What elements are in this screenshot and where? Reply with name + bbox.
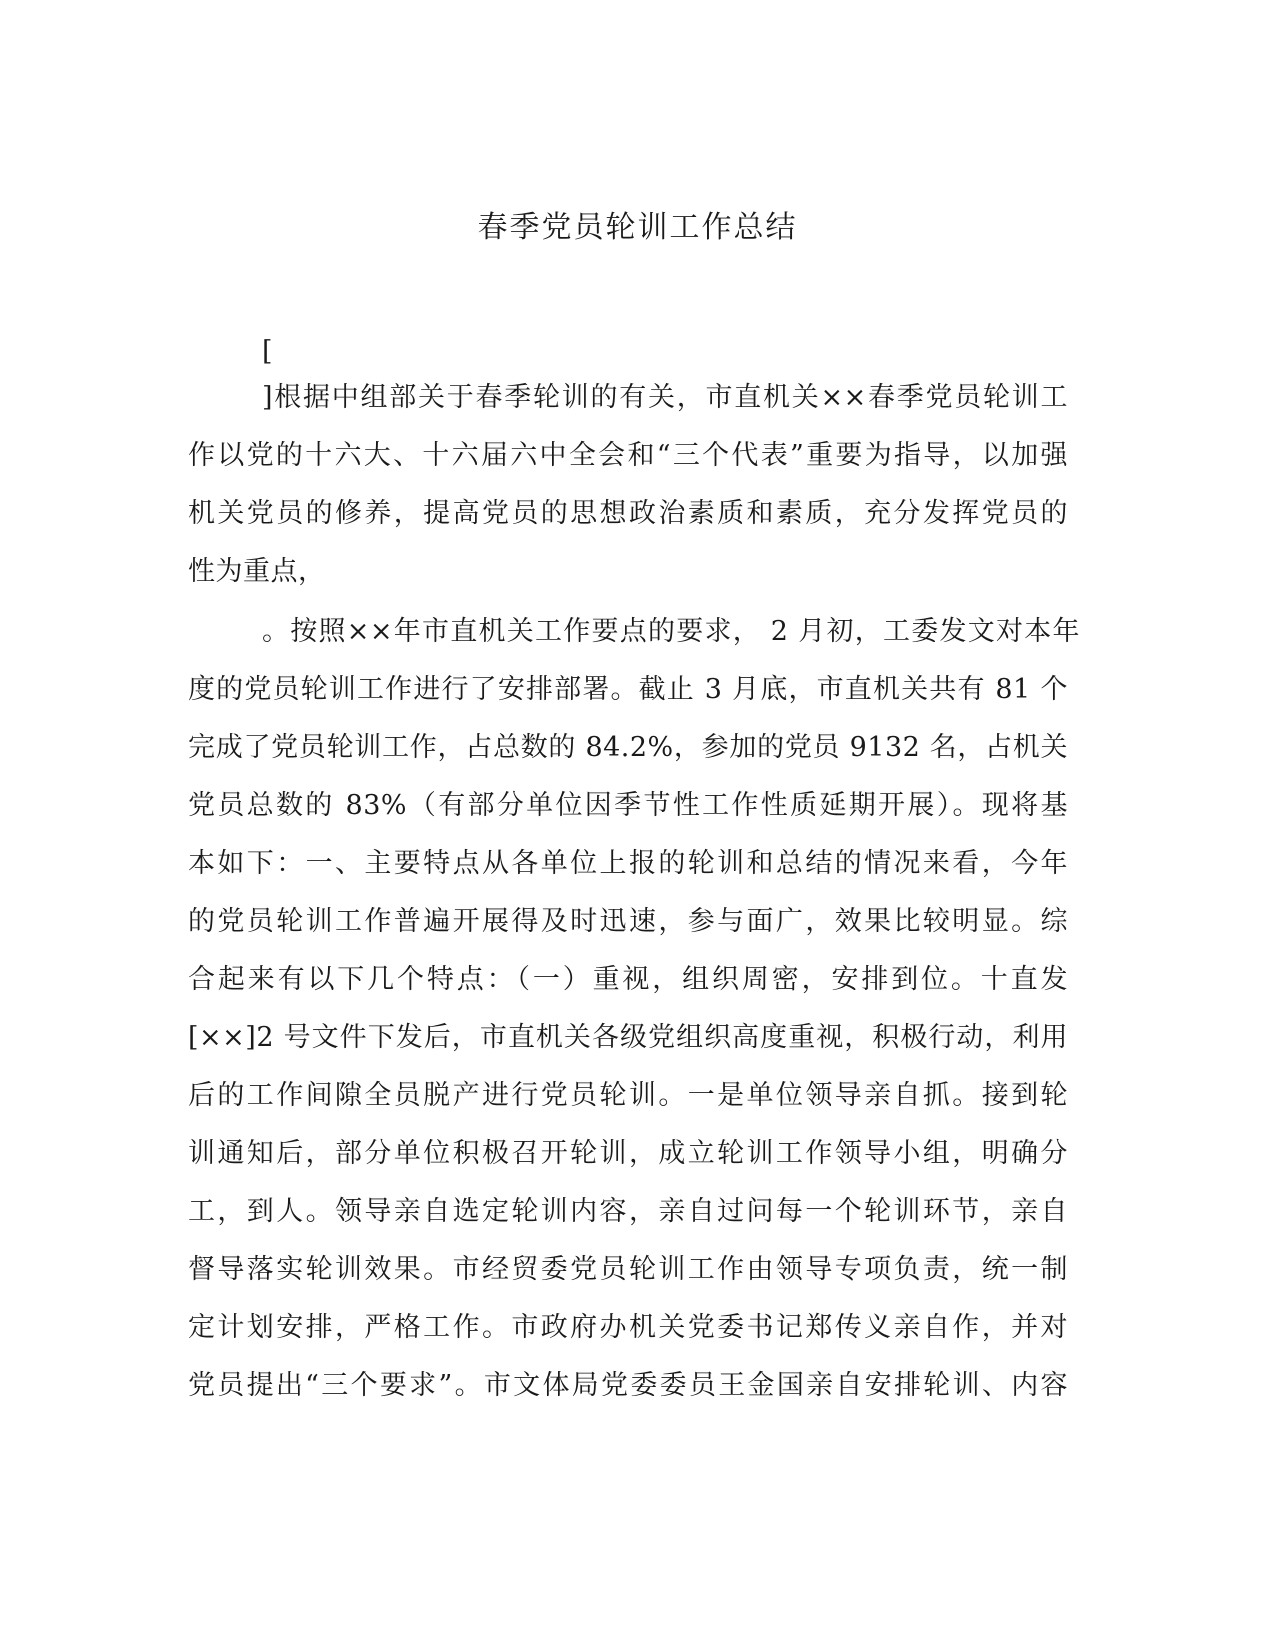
text-line: 工，到人。领导亲自选定轮训内容，亲自过问每一个轮训环节，亲自 — [188, 1196, 1068, 1227]
text-line: 督导落实轮训效果。市经贸委党员轮训工作由领导专项负责，统一制 — [188, 1254, 1068, 1285]
text-line: 党员总数的 83%（有部分单位因季节性工作性质延期开展）。现将基 — [188, 790, 1068, 821]
text-line: 定计划安排，严格工作。市政府办机关党委书记郑传义亲自作，并对 — [188, 1312, 1068, 1343]
text-line: 度的党员轮训工作进行了安排部署。截止 3 月底，市直机关共有 81 个 — [188, 674, 1068, 705]
text-line: 的党员轮训工作普遍开展得及时迅速，参与面广，效果比较明显。综 — [188, 906, 1068, 937]
text-line: 机关党员的修养，提高党员的思想政治素质和素质，充分发挥党员的 — [188, 498, 1068, 529]
text-line: 合起来有以下几个特点：（一）重视，组织周密，安排到位。十直发 — [188, 964, 1068, 995]
text-line: 党员提出“三个要求”。市文体局党委委员王金国亲自安排轮训、内容 — [188, 1370, 1068, 1401]
text-line: 本如下：一、主要特点从各单位上报的轮训和总结的情况来看，今年 — [188, 848, 1068, 879]
text-line: 后的工作间隙全员脱产进行党员轮训。一是单位领导亲自抓。接到轮 — [188, 1080, 1068, 1111]
bracket-open: [ — [262, 336, 273, 367]
text-line: 作以党的十六大、十六届六中全会和“三个代表”重要为指导，以加强 — [188, 440, 1068, 471]
text-line: 。按照××年市直机关工作要点的要求， 2 月初，工委发文对本年 — [262, 616, 1080, 647]
text-line: [××]2 号文件下发后，市直机关各级党组织高度重视，积极行动，利用 — [188, 1022, 1068, 1053]
text-line: ]根据中组部关于春季轮训的有关，市直机关××春季党员轮训工 — [262, 382, 1068, 413]
text-line: 训通知后，部分单位积极召开轮训，成立轮训工作领导小组，明确分 — [188, 1138, 1068, 1169]
document-title: 春季党员轮训工作总结 — [477, 210, 798, 245]
text-line: 完成了党员轮训工作，占总数的 84.2%，参加的党员 9132 名，占机关 — [188, 732, 1068, 763]
text-line: 性为重点， — [188, 556, 326, 587]
